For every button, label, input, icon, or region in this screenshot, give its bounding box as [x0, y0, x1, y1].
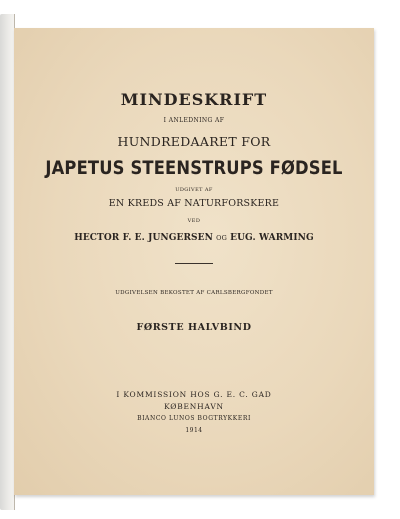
- publisher-line: I KOMMISSION HOS G. E. C. GAD: [116, 390, 272, 399]
- year-line: 1914: [185, 427, 203, 434]
- main-heading: JAPETUS STEENSTRUPS FØDSEL: [45, 157, 343, 179]
- centenary-line: HUNDREDAARET FOR: [117, 134, 271, 149]
- funding-line: UDGIVELSEN BEKOSTET AF CARLSBERGFONDET: [115, 290, 273, 296]
- editor-1: HECTOR F. E. JUNGERSEN: [74, 233, 213, 243]
- volume-line: FØRSTE HALVBIND: [136, 322, 252, 333]
- title-page: [14, 28, 374, 495]
- society-line: EN KREDS AF NATURFORSKERE: [108, 198, 280, 209]
- editors-line: [14, 233, 374, 243]
- published-by-line: UDGIVET AF: [175, 187, 213, 193]
- divider-rule: [175, 263, 213, 264]
- editor-2: EUG. WARMING: [230, 233, 314, 243]
- printer-line: BIANCO LUNOS BOGTRYKKERI: [137, 415, 251, 422]
- occasion-line: I ANLEDNING AF: [163, 117, 225, 124]
- city-line: KØBENHAVN: [164, 402, 224, 411]
- book-title: MINDESKRIFT: [120, 90, 268, 109]
- book-cover-edge: [0, 14, 15, 510]
- editor-conjunction: OG: [216, 234, 227, 242]
- by-line: VED: [187, 218, 201, 224]
